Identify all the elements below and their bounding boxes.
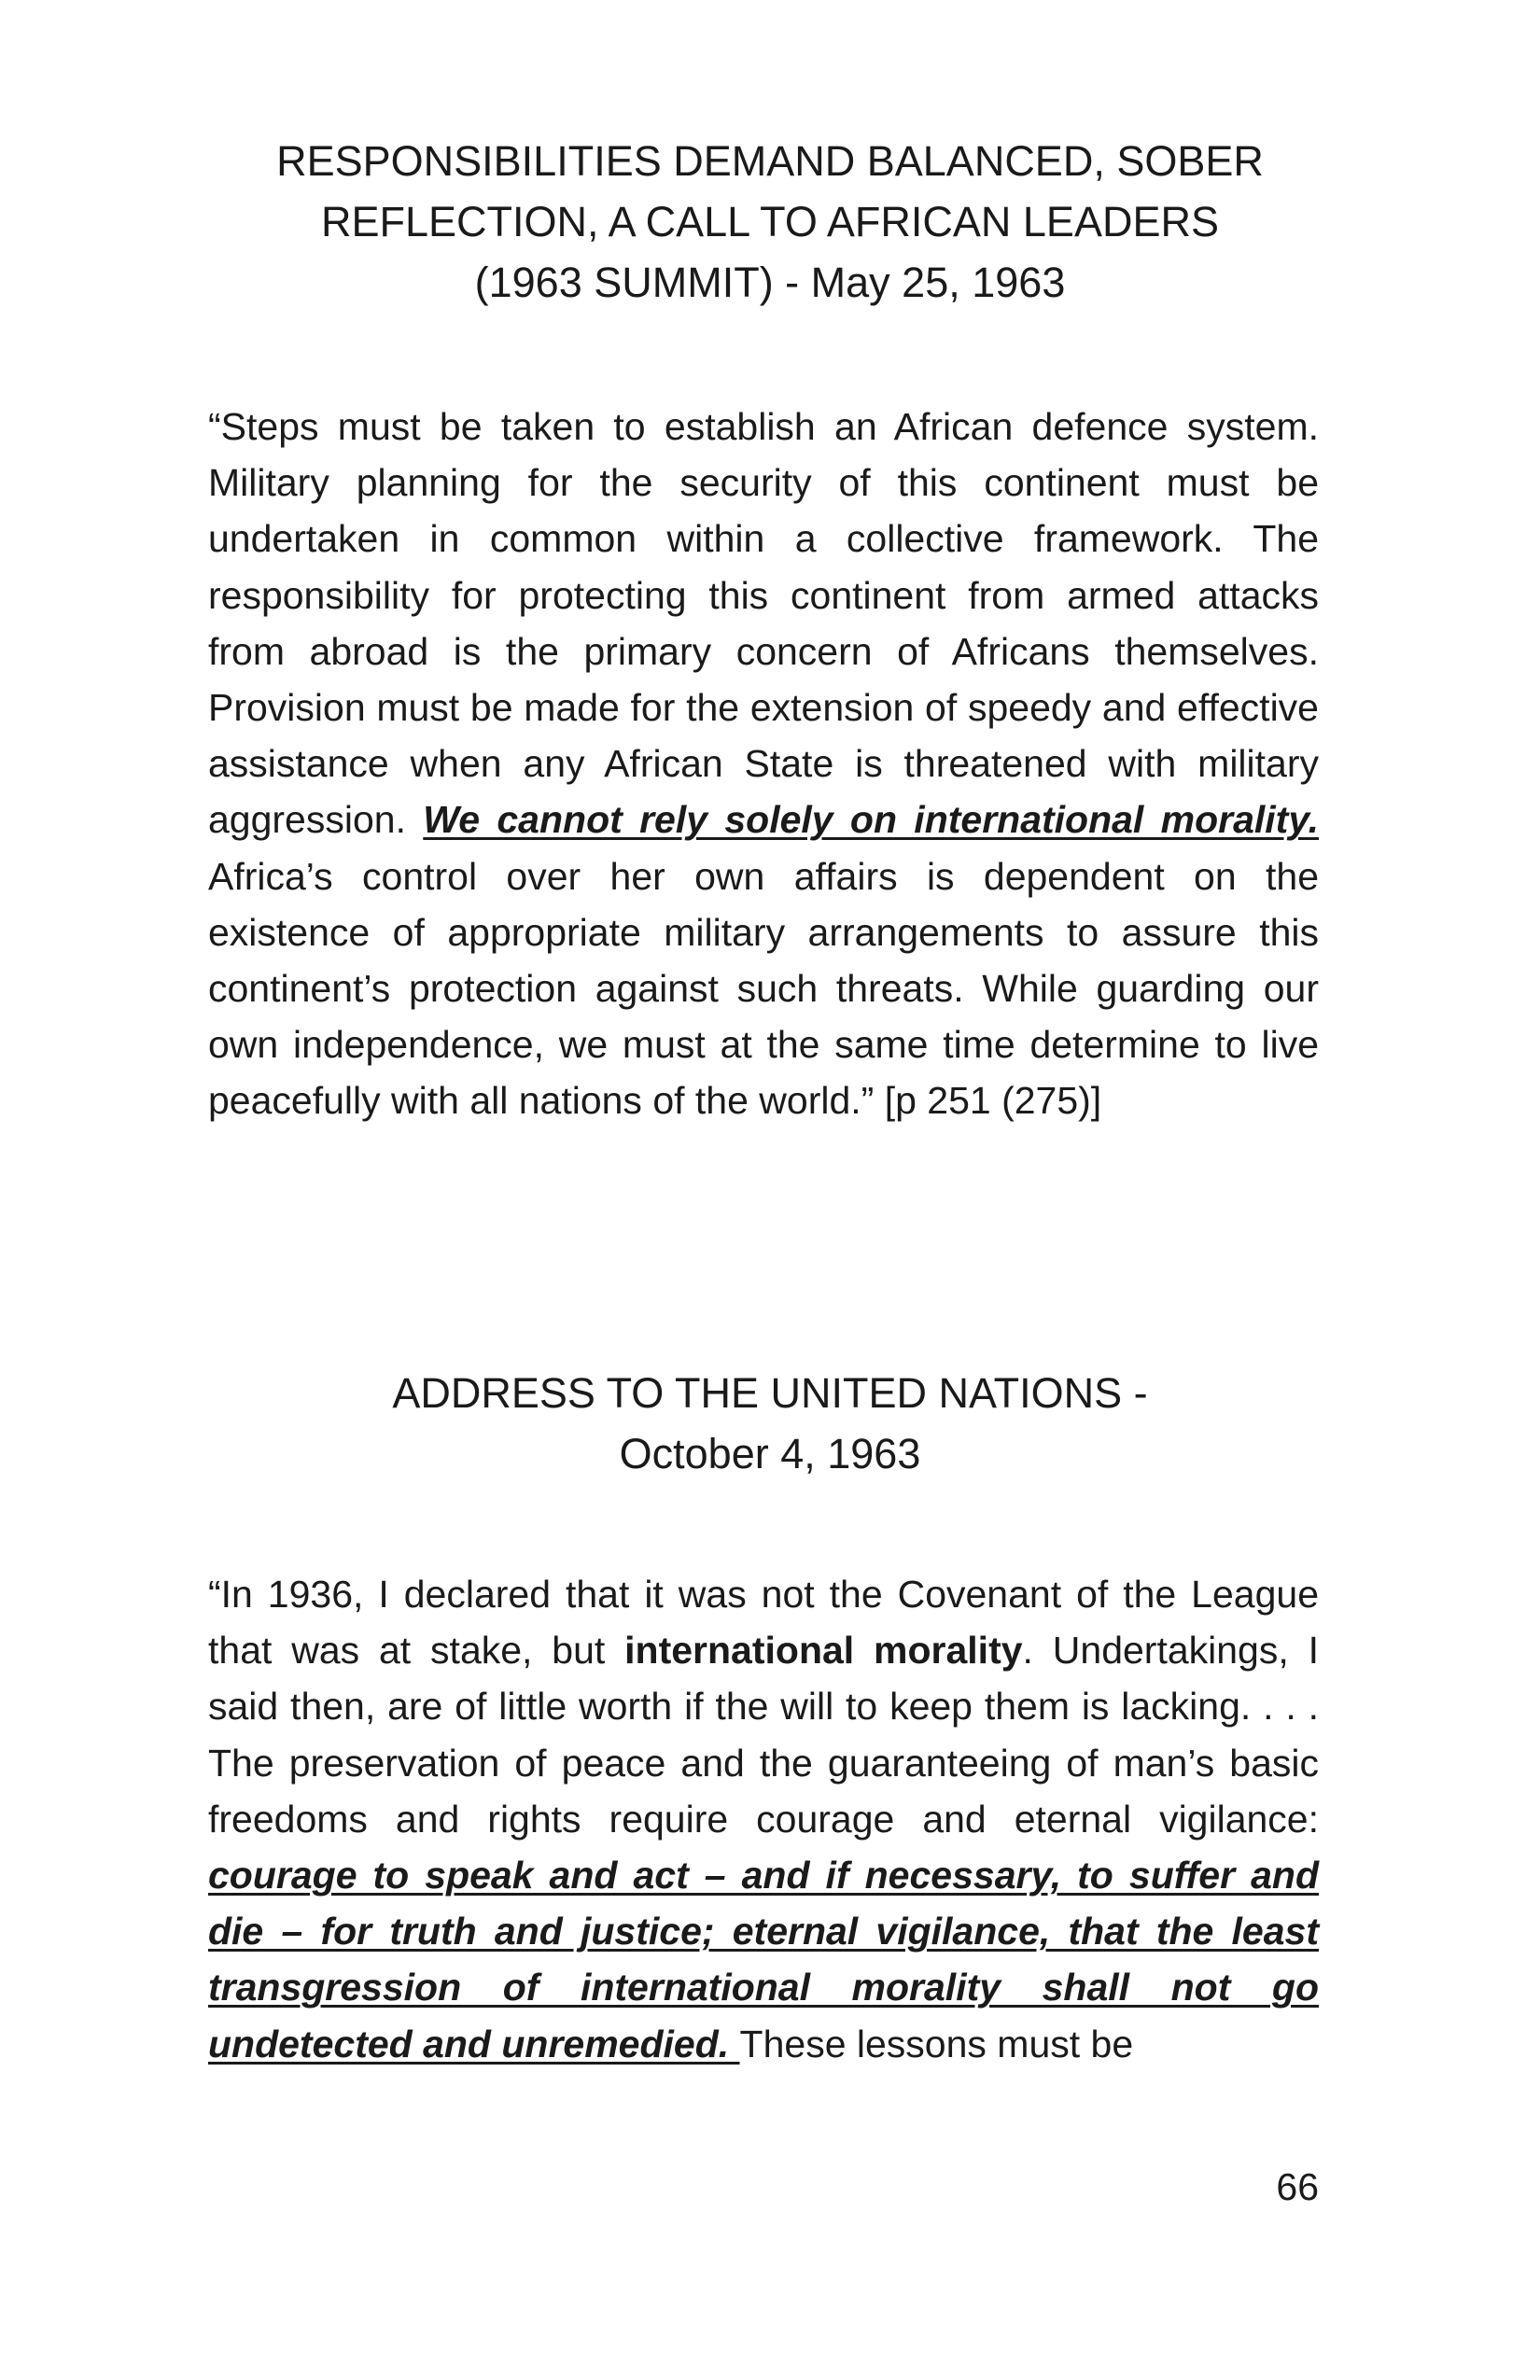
bold-phrase: international morality bbox=[624, 1629, 1023, 1673]
emphasized-quote: courage to speak and act – and if necessary, to suffer and die – for truth and justice; eternal vigilance, that the least transgression of international morality shall not go undetected and unremedied. bbox=[208, 1854, 1319, 2065]
heading-line: ADDRESS TO THE UNITED NATIONS - bbox=[392, 1369, 1148, 1417]
heading-line: REFLECTION, A CALL TO AFRICAN LEADERS bbox=[321, 198, 1219, 245]
heading-line: RESPONSIBILITIES DEMAND BALANCED, SOBER bbox=[276, 137, 1264, 185]
quote-text: . Undertakings, I said then, are of little worth if the will to keep them is lacking. . . . The preservation of peace and the guaranteeing of man’s basic freedoms and rights require courage and eternal vigilance: bbox=[208, 1629, 1319, 1841]
section-heading-oau-summit bbox=[187, 131, 1353, 313]
quote-text: “Steps must be taken to establish an African defence system. Military planning for the security of this continent must be undertaken in common within a collective framework. The responsibility for protecting this continent from armed attacks from abroad is the primary concern of Africans themselves. Provision must be made for the extension of speedy and effective assistance when any African State is threatened with military aggression. bbox=[208, 405, 1319, 842]
heading-line: (1963 SUMMIT) - May 25, 1963 bbox=[474, 259, 1066, 306]
quote-text: Africa’s control over her own affairs is dependent on the existence of appropriate military arrangements to assure this continent’s protection against such threats. While guarding our own independence, we must at the same time determine to live peacefully with all nations of the world.” [p 251 (275)] bbox=[208, 854, 1319, 1123]
heading-line: October 4, 1963 bbox=[619, 1430, 921, 1477]
quote-text: These lessons must be bbox=[739, 2022, 1134, 2065]
section-heading-un-address bbox=[187, 1363, 1353, 1484]
quote-text: “In 1936, I declared that it was not the Covenant of the League that was at stake, but bbox=[208, 1573, 1319, 1673]
page-number: 66 bbox=[1276, 2165, 1319, 2208]
quote-paragraph-un bbox=[208, 1566, 1319, 2072]
emphasized-quote: We cannot rely solely on international morality. bbox=[423, 798, 1320, 842]
quote-paragraph-defence bbox=[208, 399, 1319, 1129]
